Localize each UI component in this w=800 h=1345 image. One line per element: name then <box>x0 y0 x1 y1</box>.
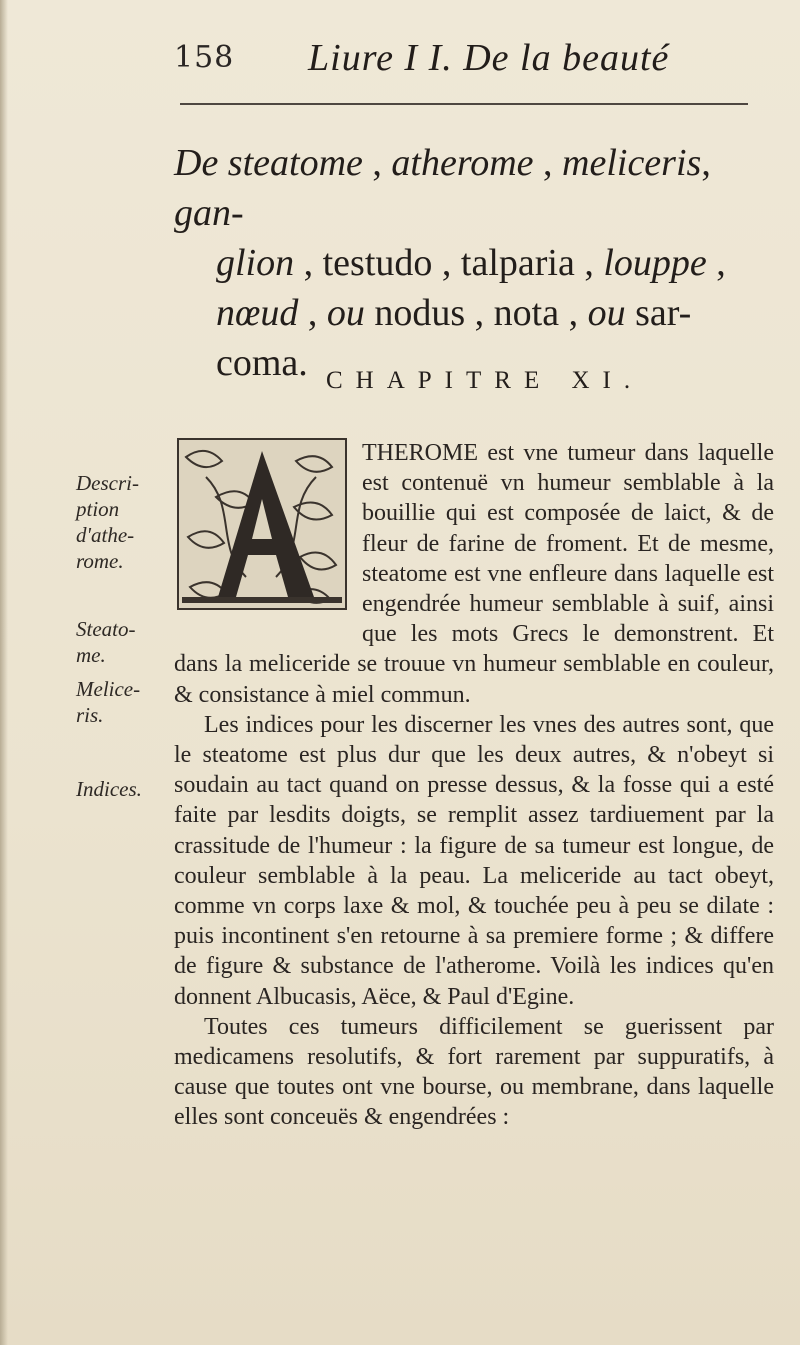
body-text <box>174 438 774 1133</box>
margin-note-steatome: Steato- me. <box>76 617 136 667</box>
page-edge-shadow <box>0 0 8 1345</box>
paragraph-2: Les indices pour les discerner les vnes des autres sont, que le steatome est plus dur que les deux autres, & n'obeyt si soudain au tact quand on presse dessus, & la fosse qui a esté faite par lesdits doigts, se remplit assez tardiuement par la crassitude de l'humeur : la figure de sa tumeur est longue, de couleur semblable à la peau. La meliceride au tact obeyt, comme vn corps laxe & mol, & touchée peu à peu se dilate : puis incontinent s'en retourne à sa premiere forme ; & differe de figure & substance de l'atherome. Voilà les indices qu'en donnent Albucasis, Aëce, & Paul d'Egine. <box>174 711 774 1010</box>
header-rule <box>180 103 748 105</box>
initial-space <box>174 438 362 620</box>
heading-line-2: glion , testudo , talparia , louppe , <box>216 242 726 284</box>
margin-note-meliceris: Melice- ris. <box>76 677 141 727</box>
running-title: Liure I I. De la beauté <box>308 37 670 79</box>
chapter-heading <box>174 138 764 388</box>
heading-line-4: coma. <box>216 342 308 384</box>
heading-line-3: nœud , ou nodus , nota , ou sar- <box>216 292 692 334</box>
page-header <box>174 36 754 96</box>
chapter-label: CHAPITRE XI. <box>326 367 644 394</box>
margin-note-description: Descri- ption d'athe- rome. <box>76 471 139 573</box>
heading-line-1: De steatome , atherome , meliceris, gan- <box>174 142 711 234</box>
page-number: 158 <box>174 40 235 75</box>
paragraph-1: THEROME est vne tumeur dans laquelle est contenuë vn humeur semblable à la bouillie qui est composée de laict, & de fleur de farine de froment. Et de mesme, steatome est vne enfleure dans laquelle est engendrée humeur semblable à suif, ainsi que les mots Grecs le demonstrent. Et dans la meliceride se trouue vn humeur semblable en couleur, & consistance à miel commun. <box>174 440 774 708</box>
margin-note-indices: Indices. <box>76 777 142 801</box>
paragraph-3: Toutes ces tumeurs difficilement se guerissent par medicamens resolutifs, & fort rarement par suppuratifs, à cause que toutes ont vne bourse, ou membrane, dans laquelle elles sont conceuës & engendrées : <box>174 1013 774 1131</box>
